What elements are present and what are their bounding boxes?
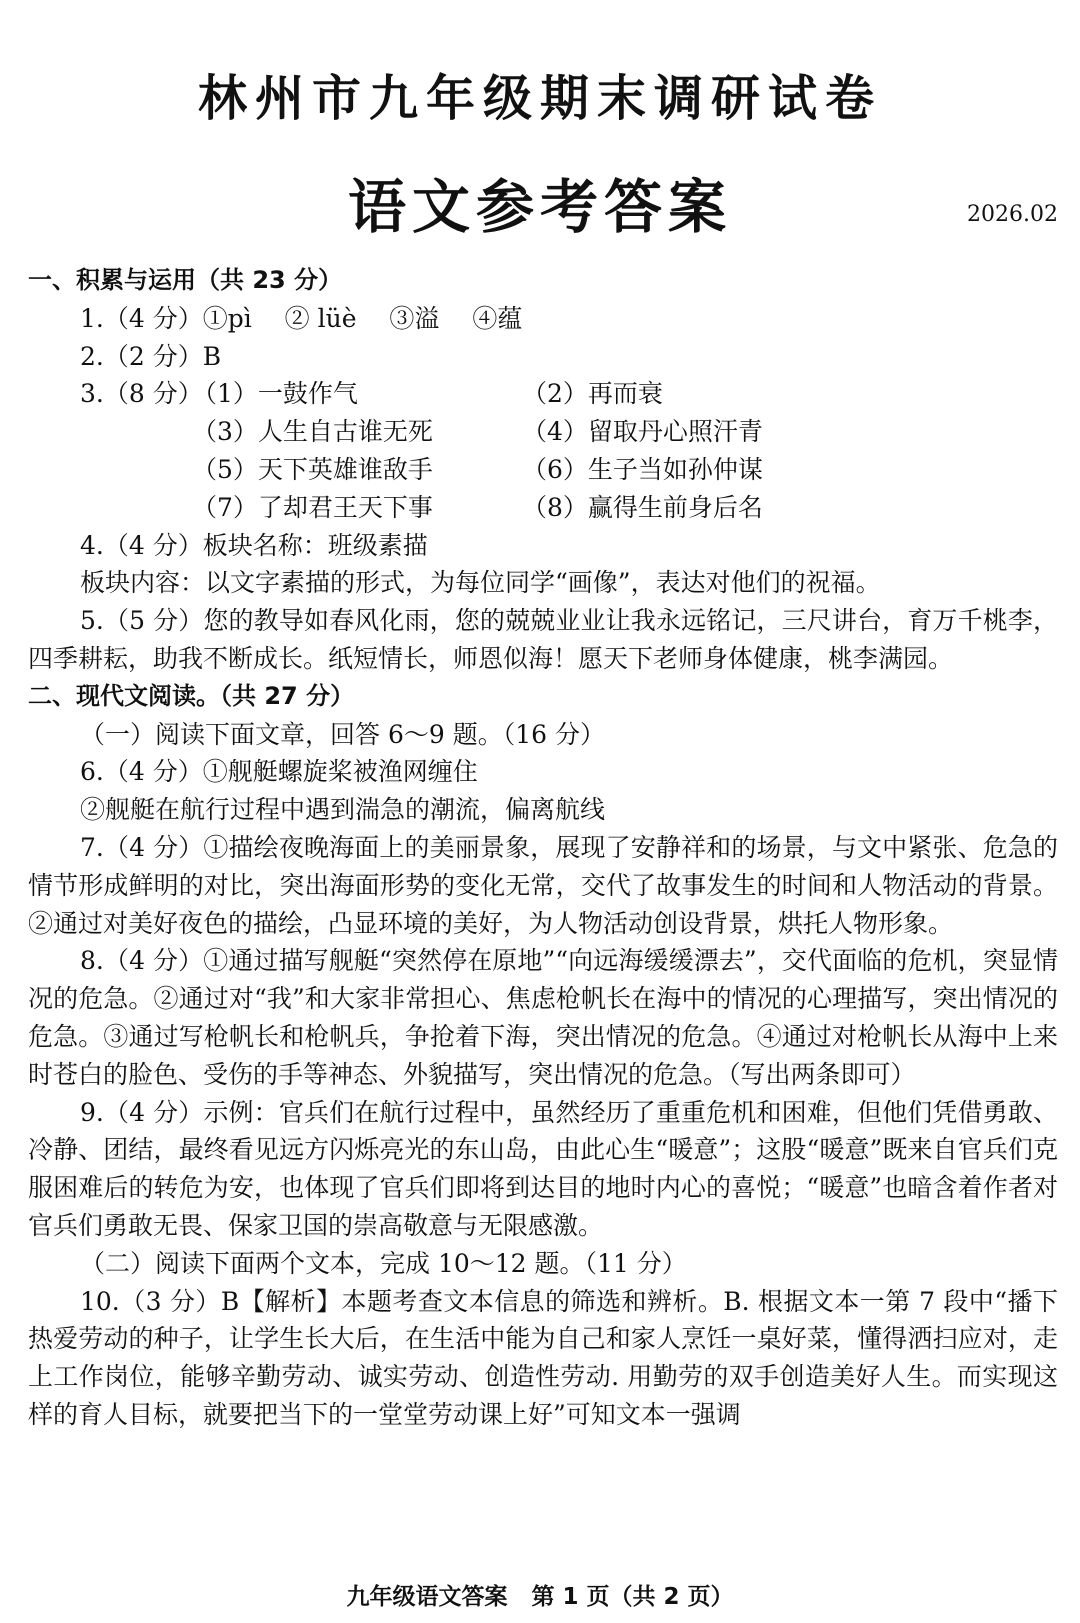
answer-q6-a: 6.（4 分）①舰艇螺旋桨被渔网缠住 (80, 757, 478, 787)
reading-part2-heading: （二）阅读下面两个文本，完成 10～12 题。（11 分） (80, 1248, 687, 1278)
answer-q3-item: （6）生子当如孙仲谋 (522, 454, 763, 484)
section1-heading: 一、积累与运用（共 23 分） (28, 266, 343, 294)
exam-date: 2026.02 (967, 202, 1058, 227)
answer-content (28, 262, 1058, 1434)
answer-q3-item: （3）人生自古谁无死 (192, 417, 433, 447)
answer-q9: 9.（4 分）示例：官兵们在航行过程中，虽然经历了重重危机和困难，但他们凭借勇敢、冷静、团结，最终看见远方闪烁亮光的东山岛，由此心生“暖意”；这股“暖意”既来自官兵们克服困难后的转危为安，也体现了官兵们即将到达目的地时内心的喜悦；“暖意”也暗含着作者对官兵们勇敢无畏、保家卫国的崇高敬意与无限感激。 (28, 1097, 1058, 1240)
answer-q1: 1.（4 分）①pì ② lüè ③溢 ④蕴 (80, 303, 523, 333)
answer-q3-item: （7）了却君王天下事 (192, 492, 433, 522)
exam-title: 林州市九年级期末调研试卷 (197, 70, 882, 127)
answer-q2: 2.（2 分）B (80, 341, 222, 371)
answer-q3-row2 (28, 413, 1058, 451)
footer-label: 九年级语文答案 (346, 1584, 508, 1610)
reading-part1-heading: （一）阅读下面文章，回答 6～9 题。（16 分） (80, 719, 605, 749)
answer-q7: 7.（4 分）①描绘夜晚海面上的美丽景象，展现了安静祥和的场景，与文中紧张、危急的情节形成鲜明的对比，突出海面形势的变化无常，交代了故事发生的时间和人物活动的背景。②通过对美好夜色的描绘，凸显环境的美好，为人物活动创设背景，烘托人物形象。 (28, 832, 1058, 938)
answer-q6-b: ②舰艇在航行过程中遇到湍急的潮流，偏离航线 (80, 795, 606, 825)
page-footer (0, 1578, 1080, 1611)
answer-q4-content: 板块内容：以文字素描的形式，为每位同学“画像”，表达对他们的祝福。 (80, 568, 881, 598)
answer-q3-item: （2）再而衰 (522, 379, 663, 409)
page-number: 第 1 页（共 2 页） (531, 1584, 734, 1610)
answer-q8: 8.（4 分）①通过描写舰艇“突然停在原地”“向远海缓缓漂去”，交代面临的危机，突显情况的危急。②通过对“我”和大家非常担心、焦虑枪帆长在海中的情况的心理描写，突出情况的危急。③通过写枪帆长和枪帆兵，争抢着下海，突出情况的危急。④通过对枪帆长从海中上来时苍白的脸色、受伤的手等神态、外貌描写，突出情况的危急。（写出两条即可） (28, 946, 1058, 1089)
answer-q4-title: 4.（4 分）板块名称：班级素描 (80, 530, 428, 560)
answer-q5: 5.（5 分）您的教导如春风化雨，您的兢兢业业让我永远铭记，三尺讲台，育万千桃李，四季耕耘，助我不断成长。纸短情长，师恩似海！愿天下老师身体健康，桃李满园。 (28, 606, 1058, 673)
answer-subtitle: 语文参考答案 (347, 173, 732, 241)
answer-q3-item: （5）天下英雄谁敌手 (192, 454, 433, 484)
answer-q3-row3 (28, 451, 1058, 489)
answer-q10: 10.（3 分）B【解析】本题考查文本信息的筛选和辨析。B. 根据文本一第 7 段中“播下热爱劳动的种子，让学生长大后，在生活中能为自己和家人烹饪一桌好菜，懂得洒扫应对，走上工作岗位，能够辛勤劳动、诚实劳动、创造性劳动. 用勤劳的双手创造美好人生。而实现这样的育人目标，就要把当下的一堂堂劳动课上好”可知文本一强调 (28, 1286, 1058, 1429)
section2-heading: 二、现代文阅读。（共 27 分） (28, 681, 355, 710)
answer-q3-item: （4）留取丹心照汗青 (522, 417, 763, 447)
answer-q3-row4 (28, 489, 1058, 527)
answer-q3-item: （1）一鼓作气 (192, 379, 358, 409)
answer-q3-row1 (28, 375, 1058, 413)
answer-q3-item: （8）赢得生前身后名 (522, 492, 763, 522)
answer-q3-prefix: 3.（8 分） (80, 379, 203, 409)
